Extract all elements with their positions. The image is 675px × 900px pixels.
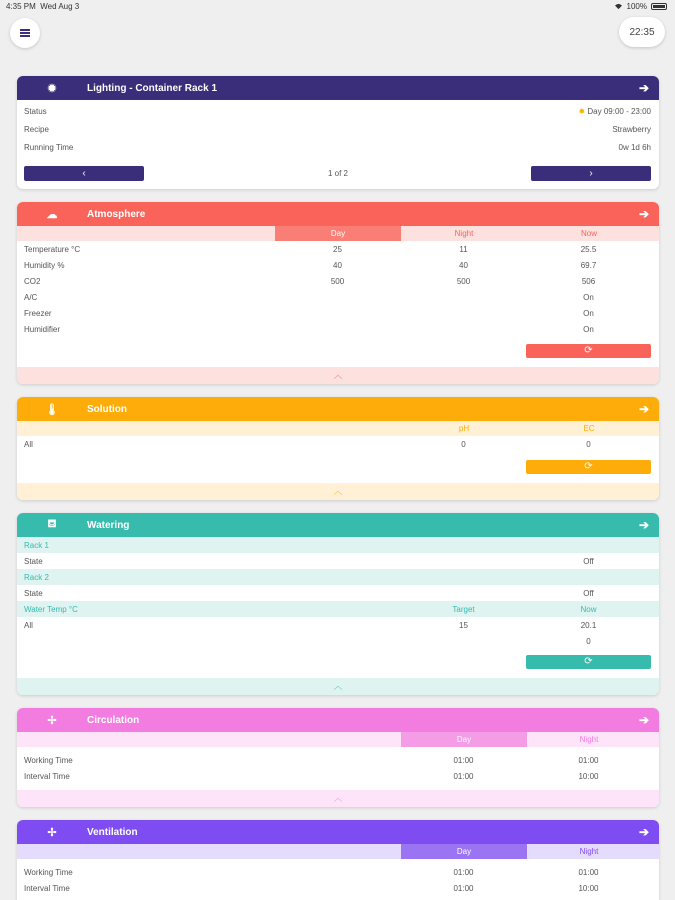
arrow-right-icon[interactable]: ➔ bbox=[638, 402, 650, 416]
refresh-icon: ⟳ bbox=[584, 461, 593, 472]
table-row: Humidity % 40 40 69.7 bbox=[24, 260, 597, 270]
arrow-right-icon[interactable]: ➔ bbox=[638, 825, 650, 839]
table-row: All 0 0 bbox=[24, 439, 591, 449]
column-night: Night bbox=[579, 847, 599, 856]
chevron-up-icon: ︿ bbox=[333, 793, 343, 803]
ventilation-column-headers bbox=[17, 844, 659, 859]
atmosphere-title: Atmosphere bbox=[87, 208, 146, 220]
lighting-header[interactable] bbox=[17, 76, 659, 100]
hamburger-icon bbox=[20, 29, 30, 37]
table-row: Humidifier On bbox=[24, 324, 594, 334]
circulation-card bbox=[17, 708, 659, 807]
chevron-up-icon: ︿ bbox=[333, 486, 343, 496]
circulation-column-headers bbox=[17, 732, 659, 747]
lighting-pager bbox=[17, 166, 659, 182]
battery-percent: 100% bbox=[626, 2, 647, 11]
arrow-right-icon[interactable]: ➔ bbox=[638, 518, 650, 532]
rack-1-band: Rack 1 bbox=[17, 537, 659, 553]
status-date: Wed Aug 3 bbox=[40, 2, 80, 11]
table-row: Temperature °C 25 11 25.5 bbox=[24, 244, 597, 254]
atmosphere-card bbox=[17, 202, 659, 384]
cloud-icon: ☁ bbox=[46, 208, 58, 221]
atmosphere-column-headers bbox=[17, 226, 659, 241]
column-day: Day bbox=[275, 226, 401, 241]
ventilation-title: Ventilation bbox=[87, 826, 138, 838]
lighting-row-status: Status ✹ Day 09:00 - 23:00 bbox=[24, 106, 651, 116]
solution-header[interactable] bbox=[17, 397, 659, 421]
water-temp-band: Water Temp °C Target Now bbox=[17, 601, 659, 617]
watering-collapse-button[interactable] bbox=[17, 678, 659, 695]
status-time: 4:35 PM Wed Aug 3 bbox=[6, 2, 80, 11]
table-row: Working Time 01:00 01:00 bbox=[24, 755, 599, 765]
table-row: A/C On bbox=[24, 292, 594, 302]
refresh-icon: ⟳ bbox=[584, 345, 593, 356]
atmosphere-refresh-button[interactable] bbox=[526, 344, 651, 358]
watering-can-icon: ⛾ bbox=[47, 518, 57, 530]
atmosphere-header[interactable] bbox=[17, 202, 659, 226]
arrow-right-icon[interactable]: ➔ bbox=[638, 207, 650, 221]
solution-title: Solution bbox=[87, 403, 127, 415]
lighting-title: Lighting - Container Rack 1 bbox=[87, 82, 218, 94]
column-night: Night bbox=[579, 735, 599, 744]
thermometer-icon: 🌡 bbox=[45, 403, 59, 416]
page-indicator: 1 of 2 bbox=[327, 169, 348, 178]
column-ph: pH bbox=[458, 424, 470, 433]
table-row: Interval Time 01:00 10:00 bbox=[24, 883, 599, 893]
wifi-icon bbox=[614, 3, 623, 10]
sun-small-icon: ✹ bbox=[578, 106, 586, 116]
refresh-icon: ⟳ bbox=[584, 656, 593, 667]
lighting-row-running-time: Running Time 0w 1d 6h bbox=[24, 142, 651, 152]
fan-icon: ✢ bbox=[47, 714, 57, 727]
column-night: Night bbox=[454, 229, 474, 238]
table-row: Freezer On bbox=[24, 308, 594, 318]
column-day: Day bbox=[401, 732, 527, 747]
ventilation-header[interactable] bbox=[17, 820, 659, 844]
menu-button[interactable] bbox=[10, 18, 40, 48]
clock-pill: 22:35 bbox=[619, 17, 665, 47]
arrow-right-icon[interactable]: ➔ bbox=[638, 713, 650, 727]
solution-collapse-button[interactable] bbox=[17, 483, 659, 500]
status-bar bbox=[0, 0, 675, 14]
next-page-button[interactable] bbox=[531, 166, 651, 181]
watering-header[interactable] bbox=[17, 513, 659, 537]
circulation-title: Circulation bbox=[87, 714, 140, 726]
atmosphere-collapse-button[interactable] bbox=[17, 367, 659, 384]
column-day: Day bbox=[401, 844, 527, 859]
sun-icon: ✹ bbox=[47, 82, 57, 95]
table-row: 0 bbox=[586, 636, 591, 646]
lighting-card bbox=[17, 76, 659, 189]
chevron-left-icon: ‹ bbox=[82, 168, 86, 179]
arrow-right-icon[interactable]: ➔ bbox=[638, 81, 650, 95]
solution-refresh-button[interactable] bbox=[526, 460, 651, 474]
ventilation-card bbox=[17, 820, 659, 900]
table-row: Interval Time 01:00 10:00 bbox=[24, 771, 599, 781]
column-now: Now bbox=[580, 229, 597, 238]
table-row: Working Time 01:00 01:00 bbox=[24, 867, 599, 877]
circulation-header[interactable] bbox=[17, 708, 659, 732]
chevron-right-icon: › bbox=[589, 168, 593, 179]
table-row: State Off bbox=[24, 588, 594, 598]
solution-card bbox=[17, 397, 659, 500]
chevron-up-icon: ︿ bbox=[333, 370, 343, 380]
table-row: CO2 500 500 506 bbox=[24, 276, 596, 286]
watering-title: Watering bbox=[87, 519, 130, 531]
lighting-row-recipe: Recipe Strawberry bbox=[24, 124, 651, 134]
watering-card bbox=[17, 513, 659, 695]
solution-column-headers bbox=[17, 421, 659, 436]
table-row: All 15 20.1 bbox=[24, 620, 597, 630]
chevron-up-icon: ︿ bbox=[333, 681, 343, 691]
watering-refresh-button[interactable] bbox=[526, 655, 651, 669]
rack-2-band: Rack 2 bbox=[17, 569, 659, 585]
battery-icon bbox=[651, 3, 667, 10]
table-row: State Off bbox=[24, 556, 594, 566]
circulation-collapse-button[interactable] bbox=[17, 790, 659, 807]
fan-icon: ✢ bbox=[47, 826, 57, 839]
column-ec: EC bbox=[583, 424, 595, 433]
